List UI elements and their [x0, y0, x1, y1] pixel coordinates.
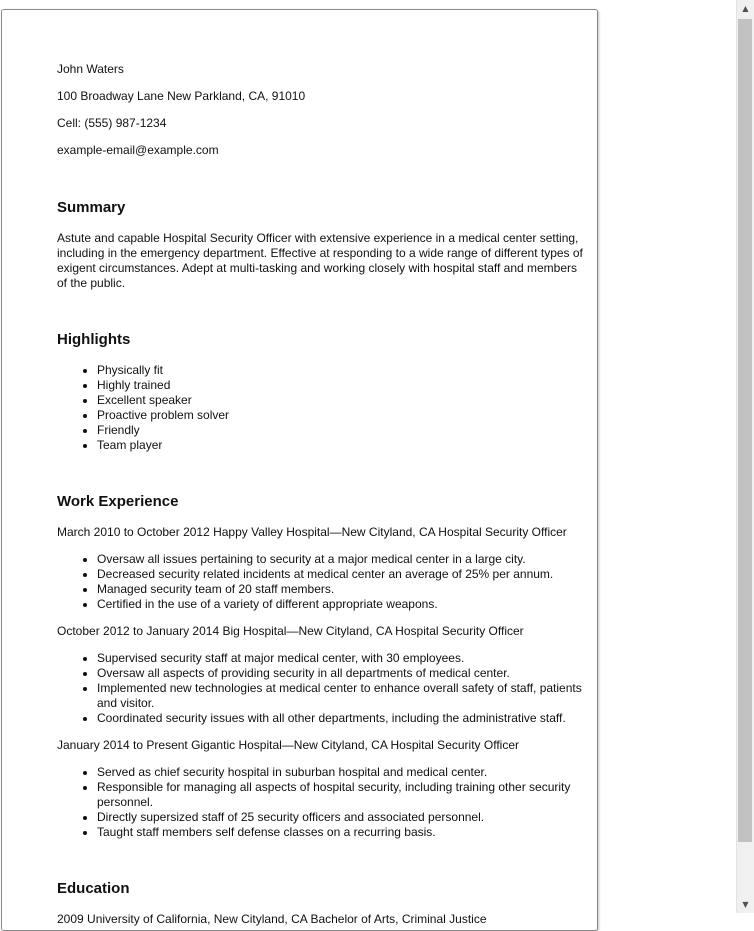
job-entry — [57, 525, 589, 612]
job-header: January 2014 to Present Gigantic Hospital—New Cityland, CA Hospital Security Officer — [57, 738, 519, 752]
contact-name: John Waters — [57, 62, 124, 76]
contact-cell: Cell: (555) 987-1234 — [57, 116, 167, 130]
highlights-section — [57, 331, 589, 453]
summary-section — [57, 199, 589, 291]
education-section — [57, 880, 589, 927]
highlight-item: • Physically fit — [97, 363, 589, 378]
work-experience-section — [57, 493, 589, 840]
highlight-item: • Proactive problem solver — [97, 408, 589, 423]
job-bullet: • Served as chief security hospital in suburban hospital and medical center. — [97, 765, 589, 780]
summary-heading: Summary — [57, 199, 126, 216]
work-experience-heading: Work Experience — [57, 493, 179, 510]
scroll-up-arrow-icon[interactable]: ▲ — [742, 4, 749, 13]
job-bullet: • Oversaw all aspects of providing security in all departments of medical center. — [97, 666, 589, 681]
highlights-list — [57, 363, 589, 453]
job-bullets — [57, 765, 589, 840]
highlights-heading: Highlights — [57, 331, 131, 348]
job-bullet: • Certified in the use of a variety of different appropriate weapons. — [97, 597, 589, 612]
job-bullet: • Directly supersized staff of 25 security officers and associated personnel. — [97, 810, 589, 825]
job-header: October 2012 to January 2014 Big Hospital—New Cityland, CA Hospital Security Officer — [57, 624, 524, 638]
contact-email: example-email@example.com — [57, 143, 219, 157]
job-bullets — [57, 552, 589, 612]
education-heading: Education — [57, 880, 130, 897]
highlight-item: • Team player — [97, 438, 589, 453]
highlight-item: • Friendly — [97, 423, 589, 438]
job-bullet: • Coordinated security issues with all other departments, including the administrative staff. — [97, 711, 589, 726]
job-bullet: • Supervised security staff at major medical center, with 30 employees. — [97, 651, 589, 666]
summary-text: Astute and capable Hospital Security Officer with extensive experience in a medical center setting, including in the emergency department. Effective at responding to a wide range of different types of exigent circumstances. Adept at multi-tasking and working closely with hospital staff and members of the public. — [57, 231, 583, 290]
job-entry — [57, 624, 589, 726]
job-bullet: • Implemented new technologies at medical center to enhance overall safety of staff, patients and visitor. — [97, 681, 589, 711]
job-bullet: • Decreased security related incidents at medical center an average of 25% per annum. — [97, 567, 589, 582]
vertical-scrollbar[interactable] — [736, 0, 754, 913]
scrollbar-thumb[interactable] — [738, 19, 752, 842]
contact-address: 100 Broadway Lane New Parkland, CA, 91010 — [57, 89, 306, 103]
job-bullet: • Responsible for managing all aspects of hospital security, including training other security personnel. — [97, 780, 589, 810]
resume-page — [1, 9, 598, 931]
job-bullet: • Oversaw all issues pertaining to security at a major medical center in a large city. — [97, 552, 589, 567]
job-bullets — [57, 651, 589, 726]
job-header: March 2010 to October 2012 Happy Valley Hospital—New Cityland, CA Hospital Security Officer — [57, 525, 567, 539]
job-entry — [57, 738, 589, 840]
contact-block — [57, 62, 589, 158]
scroll-down-arrow-icon[interactable]: ▼ — [742, 900, 749, 909]
highlight-item: • Highly trained — [97, 378, 589, 393]
resume-content — [57, 62, 589, 927]
job-bullet: • Managed security team of 20 staff members. — [97, 582, 589, 597]
job-bullet: • Taught staff members self defense classes on a recurring basis. — [97, 825, 589, 840]
highlight-item: • Excellent speaker — [97, 393, 589, 408]
education-entry: 2009 University of California, New Cityland, CA Bachelor of Arts, Criminal Justice — [57, 912, 487, 926]
